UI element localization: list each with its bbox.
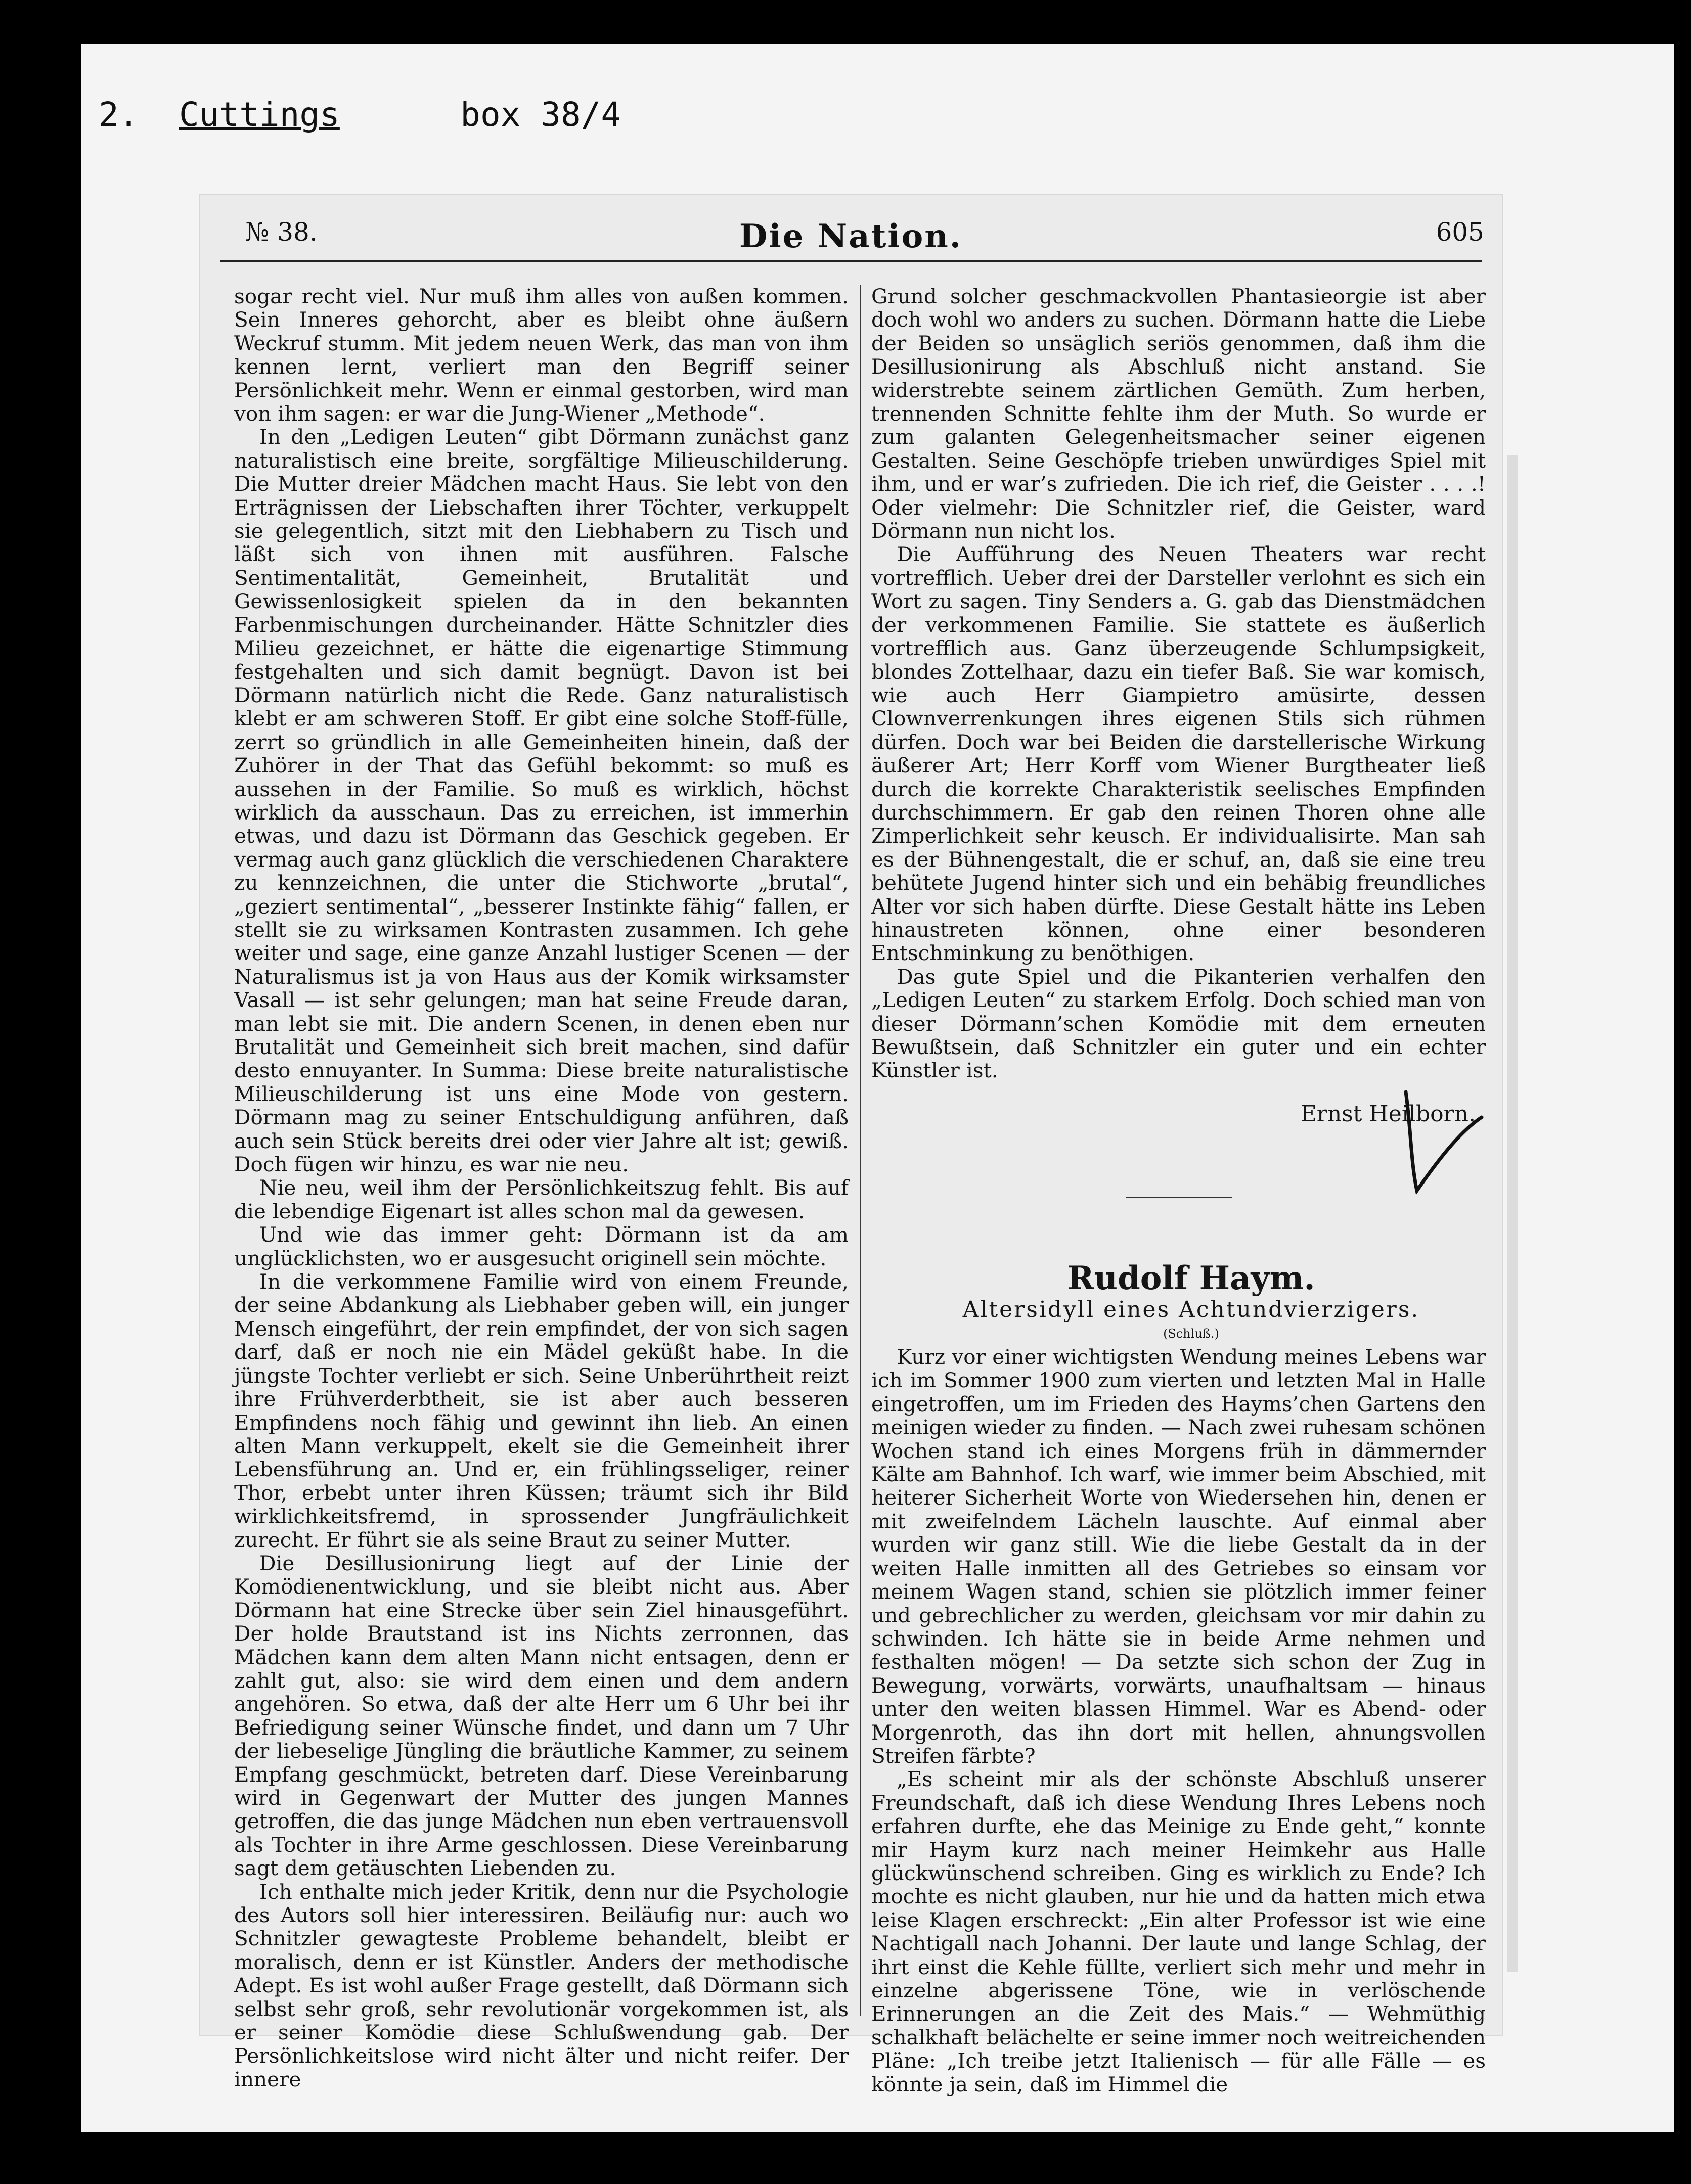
paragraph: In die verkommene Familie wird von einem Freunde, der seine Abdankung als Liebhaber geben will, ein junger Mensch eingeführt, der rein empfindet, der von sich sagen darf, daß er noch nie ein Mädel geküßt habe. In die jüngste Tochter verliebt er sich. Seine Unberührtheit reizt ihre Frühverderbtheit, sie ist aber auch besseren Empfindens noch fähig und gewinnt ihn lieb. An einen alten Mann verkuppelt, ekelt sie die Gemeinheit ihrer Lebensführung an. Und er, ein frühlingsseliger, reiner Thor, erbebt unter ihren Küssen; träumt sich ihr Bild wirklichkeitsfremd, in sprossender Jungfräulichkeit zurecht. Er führt sie als seine Braut zu seiner Mutter.	[234, 1269, 849, 1552]
issue-number: № 38.	[245, 217, 318, 247]
paper-strip	[1507, 455, 1518, 1972]
paragraph: Die Aufführung des Neuen Theaters war recht vortrefflich. Ueber drei der Darsteller verlohnt es sich ein Wort zu sagen. Tiny Senders a. G. gab das Dienstmädchen der verkommenen Familie. Sie stattete es äußerlich vortrefflich aus. Ganz überzeugende Schlumpsigkeit, blondes Zottelhaar, dazu ein tiefer Baß. Sie war komisch, wie auch Herr Giampietro amüsirte, dessen Clownverrenkungen ihres eigenen Stils sich rühmen dürfen. Doch war bei Beiden die darstellerische Wirkung äußerer Art; Herr Korff vom Wiener Burgtheater ließ durch die korrekte Charakteristik seelisches Empfinden durchschimmern. Er gab den reinen Thoren ohne alle Zimperlichkeit sehr keusch. Er individualisirte. Man sah es der Bühnengestalt, die er schuf, an, daß sie eine treu behütete Jugend hinter sich und ein behäbig freundliches Alter vor sich haben dürfte. Diese Gestalt hätte ins Leben hinaustreten können, ohne einer besonderen Entschminkung zu benöthigen.	[871, 542, 1486, 966]
paragraph: sogar recht viel. Nur muß ihm alles von außen kommen. Sein Inneres gehorcht, aber es bleibt ohne äußern Weckruf stumm. Mit jedem neuen Werk, das man von ihm kennen lernt, verliert man den Begriff seiner Persönlichkeit mehr. Wenn er einmal gestorben, wird man von ihm sagen: er war die Jung-Wiener „Methode“.	[234, 284, 849, 426]
paragraph: In den „Ledigen Leuten“ gibt Dörmann zunächst ganz naturalistisch eine breite, sorgfältige Milieuschilderung. Die Mutter dreier Mädchen macht Haus. Sie lebt von den Erträgnissen der Liebschaften ihrer Töchter, verkuppelt sie gelegentlich, sitzt mit den Liebhabern zu Tisch und läßt sich von ihnen mit ausführen. Falsche Sentimentalität, Gemeinheit, Brutalität und Gewissenlosigkeit spielen da in den bekannten Farbenmischungen durcheinander. Hätte Schnitzler dies Milieu gezeichnet, er hätte die eigenartige Stimmung festgehalten und sich damit begnügt. Davon ist bei Dörmann natürlich nicht die Rede. Ganz naturalistisch klebt er am schweren Stoff. Er gibt eine solche Stoff-fülle, zerrt so gründlich in alle Gemeinheiten hinein, daß der Zuhörer in der That das Gefühl bekommt: so muß es aussehen in der Familie. So muß es wirklich, höchst wirklich da ausschaun. Das zu erreichen, ist immerhin etwas, und dazu ist Dörmann das Geschick gegeben. Er vermag auch ganz glücklich die verschiedenen Charaktere zu kennzeichnen, die unter die Stichworte „brutal“, „geziert sentimental“, „besserer Instinkte fähig“ fallen, er stellt sie zu wirksamen Kontrasten zusammen. Ich gehe weiter und sage, eine ganze Anzahl lustiger Scenen — der Naturalismus ist ja von Haus aus der Komik wirksamster Vasall — ist sehr gelungen; man hat seine Freude daran, man lebt sie mit. Die andern Scenen, in denen eben nur Brutalität und Gemeinheit sich breit machen, sind dafür desto ennuyanter. In Summa: Diese breite naturalistische Milieuschilderung ist uns eine Mode von gestern. Dörmann mag zu seiner Entschuldigung anführen, daß auch sein Stück bereits drei oder vier Jahre alt ist; gewiß. Doch fügen wir hinzu, es war nie neu.	[234, 425, 849, 1177]
paragraph: „Es scheint mir als der schönste Abschluß unserer Freundschaft, daß ich diese Wendung Ihres Lebens noch erfahren durfte, ehe das Meinige zu Ende geht,“ konnte mir Haym kurz nach meiner Heimkehr aus Halle glückwünschend schreiben. Ging es wirklich zu Ende? Ich mochte es nicht glauben, nur hie und da hatten mich etwa leise Klagen erschreckt: „Ein alter Professor ist wie eine Nachtigall nach Johanni. Der laute und lange Schlag, der ihrt einst die Kehle füllte, verliert sich mehr und mehr in einzelne abgerissene Töne, wie in verlöschende Erinnerungen an die Zeit des Mais.“ — Wehmüthig schalkhaft belächelte er seine immer noch weitreichenden Pläne: „Ich treibe jetzt Italienisch — für alle Fälle — es könnte ja sein, daß im Himmel die	[871, 1767, 1486, 2097]
section-separator	[1126, 1197, 1232, 1198]
checkmark-icon	[1401, 1087, 1487, 1198]
paragraph: Kurz vor einer wichtigsten Wendung meines Lebens war ich im Sommer 1900 zum vierten und letzten Mal in Halle eingetroffen, um im Frieden des Hayms’chen Gartens den meinigen wieder zu finden. — Nach zwei ruhesam schönen Wochen stand ich eines Morgens früh in dämmernder Kälte am Bahnhof. Ich warf, wie immer beim Abschied, mit heiterer Sicherheit Worte von Wiedersehen hin, denen er mit zweifelndem Lächeln lauschte. Auf einmal aber wurden wir ganz still. Wie die liebe Gestalt da in der weiten Halle inmitten all des Getriebes so einsam vor meinem Wagen stand, schien sie plötzlich immer feiner und gebrechlicher zu werden, gleichsam vor mir dahin zu schwinden. Ich hätte sie in beide Arme nehmen und festhalten mögen! — Da setzte sich schon der Zug in Bewegung, vorwärts, vorwärts, unaufhaltsam — hinaus unter den weiten blassen Himmel. War es Abend- oder Morgenroth, das ihn dort mit hellen, ahnungsvollen Streifen färbte?	[871, 1345, 1486, 1768]
archive-number: 2.	[99, 95, 139, 134]
paragraph: Die Desillusionirung liegt auf der Linie der Komödienentwicklung, und sie bleibt nicht aus. Aber Dörmann hat eine Strecke über sein Ziel hinausgeführt. Der holde Brautstand ist ins Nichts zerronnen, das Mädchen kann dem alten Mann nicht entsagen, denn er zahlt gut, also: sie wird dem einen und dem andern angehören. So etwa, daß der alte Herr um 6 Uhr bei ihr Befriedigung seiner Wünsche findet, und dann um 7 Uhr der liebeselige Jüngling die bräutliche Kammer, zu seinem Empfang geschmückt, betreten darf. Diese Vereinbarung wird in Gegenwart der Mutter des jungen Mannes getroffen, die das junge Mädchen nun eben vertrauensvoll als Tochter in ihre Arme geschlossen. Diese Vereinbarung sagt dem getäuschten Liebenden zu.	[234, 1551, 849, 1881]
journal-title: Die Nation.	[739, 217, 963, 255]
archive-box: box 38/4	[460, 95, 621, 134]
archive-label	[99, 95, 621, 134]
archive-title: Cuttings	[179, 95, 340, 134]
header-rule	[220, 260, 1482, 262]
column-divider	[860, 285, 861, 2016]
author-signature: Ernst Heilborn.	[1300, 1101, 1476, 1127]
article-title: Rudolf Haym.	[1067, 1259, 1315, 1298]
newspaper-clipping	[200, 195, 1502, 2097]
article-note: (Schluß.)	[1163, 1326, 1219, 1341]
paragraph: Ich enthalte mich jeder Kritik, denn nur die Psychologie des Autors soll hier interessiren. Beiläufig nur: auch wo Schnitzler gewagteste Probleme behandelt, bleibt er moralisch, denn er ist Künstler. Anders der methodische Adept. Es ist wohl außer Frage gestellt, daß Dörmann sich selbst sehr groß, sehr revolutionär vorgekommen ist, als er seiner Komödie diese Schlußwendung gab. Der Persönlichkeitslose wird nicht älter und nicht reifer. Der innere	[234, 1879, 849, 2091]
article-subtitle: Altersidyll eines Achtundvierzigers.	[962, 1297, 1420, 1323]
paragraph: Grund solcher geschmackvollen Phantasieorgie ist aber doch wohl wo anders zu suchen. Dörmann hatte die Liebe der Beiden so unsäglich seriös genommen, daß ihm die Desillusionirung als Abschluß nicht anstand. Sie widerstrebte seinem zärtlichen Gemüth. Zum herben, trennenden Schnitte fehlte ihm der Muth. So wurde er zum galanten Gelegenheitsmacher seiner eigenen Gestalten. Seine Geschöpfe trieben unwürdiges Spiel mit ihm, und er war’s zufrieden. Die ich rief, die Geister . . . .! Oder vielmehr: Die Schnitzler rief, die Geister, ward Dörmann nun nicht los.	[871, 284, 1486, 543]
paragraph: Nie neu, weil ihm der Persönlichkeitszug fehlt. Bis auf die lebendige Eigenart ist alles schon mal da gewesen.	[234, 1175, 849, 1223]
paragraph: Und wie das immer geht: Dörmann ist da am unglücklichsten, wo er ausgesucht originell sein möchte.	[234, 1222, 849, 1270]
right-column	[871, 285, 1486, 2096]
left-column	[234, 285, 849, 2091]
paragraph: Das gute Spiel und die Pikanterien verhalfen den „Ledigen Leuten“ zu starkem Erfolg. Doch schied man von dieser Dörmann’schen Komödie mit dem erneuten Bewußtsein, daß Schnitzler ein guter und ein echter Künstler ist.	[871, 964, 1486, 1083]
page-number: 605	[1436, 217, 1484, 247]
